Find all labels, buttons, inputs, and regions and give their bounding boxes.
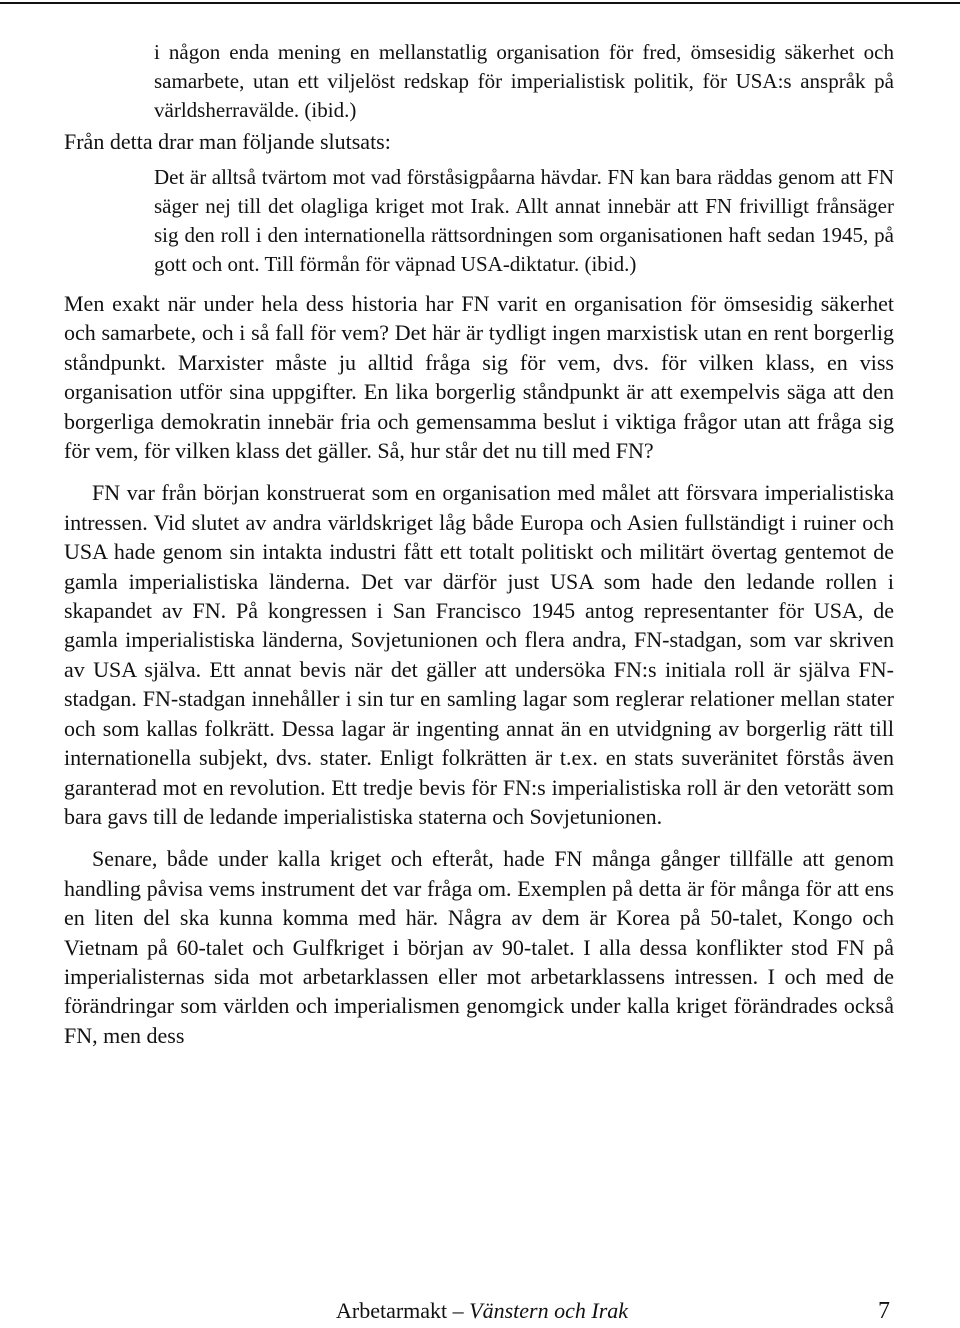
footer-title: [336, 1298, 628, 1324]
block-quote-2: Det är alltså tvärtom mot vad förståsigpåarna hävdar. FN kan bara räddas genom att FN säger nej till det olagliga kriget mot Irak. Allt annat innebär att FN frivilligt frånsäger sig den roll i den internationella rättsordningen som organisationen haft sedan 1945, på gott och ont. Till förmån för väpnad USA-diktatur. (ibid.): [154, 165, 894, 276]
footer-dash: –: [447, 1298, 470, 1323]
paragraph-2: FN var från början konstruerat som en organisation med målet att försvara imperialistiska intressen. Vid slutet av andra världskriget låg både Europa och Asien fullständigt i ruiner och USA hade genom sin intakta industri fått ett totalt politiskt och militärt övertag gentemot de gamla imperialistiska länderna. Det var därför just USA som hade den ledande rollen i skapandet av FN. På kongressen i San Francisco 1945 antog representanter för USA, de gamla imperialistiska länderna, Sovjetunionen och flera andra, FN-stadgan, som var skriven av USA själva. Ett annat bevis när det gäller att undersöka FN:s initiala roll är själva FN-stadgan. FN-stadgan innehåller i sin tur en samling lagar som reglerar relationer mellan stater och som kallas folkrätt. Dessa lagar är ingenting annat än en utvidgning av borgerlig rätt till internationella subjekt, dvs. stater. Enligt folkrätten är t.ex. en stats suveränitet förstås även garanterad mot en revolution. Ett tredje bevis för FN:s imperialistiska roll är den vetorätt som bara gavs till de ledande imperialistiska staterna och Sovjetunionen.: [64, 480, 894, 829]
page-body: [64, 38, 894, 1050]
page-footer: [0, 1298, 960, 1328]
page-number: 7: [878, 1298, 890, 1324]
block-quote-1: i någon enda mening en mellanstatlig organisation för fred, ömsesidig säkerhet och samarbete, utan ett viljelöst redskap för imperialistisk politik, för USA:s anspråk på världsherravälde. (ibid.): [154, 40, 894, 122]
footer-publication: Arbetarmakt: [336, 1298, 448, 1323]
footer-article-title: Vänstern och Irak: [469, 1298, 629, 1323]
top-rule: [0, 2, 960, 4]
lead-in-sentence: Från detta drar man följande slutsats:: [64, 129, 391, 154]
paragraph-1: Men exakt när under hela dess historia har FN varit en organisation för ömsesidig säkerhet och samarbete, och i så fall för vem? Det här är tydligt ingen marxistisk utan en rent borgerlig ståndpunkt. Marxister måste ju alltid fråga sig för vem, dvs. för vilken klass, en viss organisation utför sina uppgifter. En lika borgerlig ståndpunkt är att exempelvis säga att den borgerliga demokratin innebär fria och gemensamma beslut i viktiga frågor utan att fråga sig för vem, för vilken klass det gäller. Så, hur står det nu till med FN?: [64, 291, 894, 464]
paragraph-3: Senare, både under kalla kriget och efteråt, hade FN många gånger tillfälle att genom handling påvisa vems instrument det var fråga om. Exemplen på detta är för många för att ens en liten del ska kunna komma med här. Några av dem är Korea på 50-talet, Kongo och Vietnam på 60-talet och Gulfkriget i början av 90-talet. I alla dessa konflikter stod FN på imperialisternas sida mot arbetarklassen eller mot arbetarklassens intressen. I och med de förändringar som världen och imperialismen genomgick under kalla kriget förändrades också FN, men dess: [64, 846, 894, 1048]
